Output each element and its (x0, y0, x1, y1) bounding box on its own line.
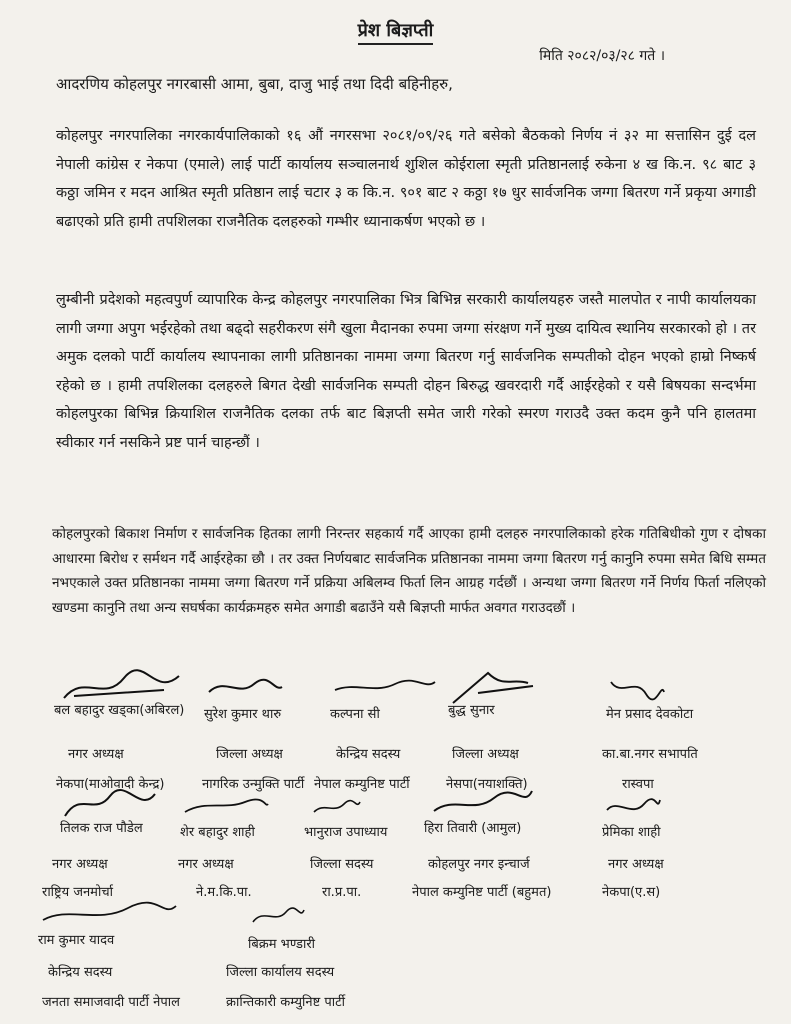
signatory-block (248, 902, 315, 954)
signatory-role: नगर अध्यक्ष (178, 857, 234, 872)
signatory-party: नेकपा(ए.स) (602, 885, 661, 900)
signatory-name: हिरा तिवारी (आमुल) (424, 821, 522, 836)
signature-mark (424, 786, 521, 820)
paragraph-2: लुम्बीनी प्रदेशको महत्वपुर्ण व्यापारिक केन्द्र कोहलपुर नगरपालिका भित्र बिभिन्न सरकारी कार्यालयहरु जस्तै मालपोत र नापी कार्यालयका लागी जग्गा अपुग भईरहेको तथा बढ्दो सहरीकरण संगै खुला मैदानका रुपमा जग्गा संरक्षण गर्ने मुख्य दायित्व स्थानिय सरकारको हो । तर अमुक दलको पार्टी कार्यालय स्थापनाका लागी प्रतिष्ठानका नाममा जग्गा बितरण गर्नु सार्वजनिक सम्पतीको दोहन भएको हाम्रो निष्कर्ष रहेको छ । हामी तपशिलका दलहरुले बिगत देखी सार्वजनिक सम्पती दोहन बिरुद्ध खवरदारी गर्दै आईरहेको र यसै बिषयका सन्दर्भमा कोहलपुरका बिभिन्न क्रियाशिल राजनैतिक दलका तर्फ बाट बिज्ञप्ती समेत जारी गरेको स्मरण गराउदै उक्त कदम कुनै पनि हालतमा स्वीकार गर्न नसकिने प्रष्ट पार्न चाहन्छौं । (56, 292, 756, 451)
signatory-party: रास्वपा (622, 777, 654, 792)
signatory-block (54, 668, 184, 720)
signatory-party: क्रान्तिकारी कम्युनिष्ट पार्टी (226, 995, 346, 1010)
signatory-role: जिल्ला अध्यक्ष (452, 747, 519, 762)
signatory-role: केन्द्रिय सदस्य (336, 747, 401, 762)
document-title: प्रेश बिज्ञप्ती (0, 18, 791, 42)
signatory-block (304, 790, 387, 842)
signatory-party: नागरिक उन्मुक्ति पार्टी (202, 777, 305, 792)
signatory-block (448, 668, 495, 720)
signatory-party: नेसपा(नयाशक्ति) (446, 777, 528, 792)
signature-mark (330, 672, 380, 706)
signatory-role: कोहलपुर नगर इन्चार्ज (428, 857, 530, 872)
signatory-name: तिलक राज पौडेल (60, 821, 143, 836)
signatory-party: नेकपा(माओवादी केन्द्र) (56, 777, 165, 792)
paragraph-1: कोहलपुर नगरपालिका नगरकार्यपालिकाको १६ औं नगरसभा २०८१/०९/२६ गते बसेको बैठकको निर्णय नं ३२ मा सत्तासिन दुई दल नेपाली कांग्रेस र नेकपा (एमाले) लाई पार्टी कार्यालय सञ्चालनार्थ शुशिल कोईराला स्मृती प्रतिष्ठानलाई रुकेना ४ ख कि.न. ९८ बाट ३ कठ्ठा जमिन र मदन आश्रित स्मृती प्रतिष्ठान लाई चटार ३ क कि.न. ९०१ बाट २ कठ्ठा १७ धुर सार्वजनिक जग्गा बितरण गर्ने प्रकृया अगाडी बढाएको प्रति हामी तपशिलका राजनैतिक दलहरुको गम्भीर ध्यानाकर्षण भएको छ । (56, 128, 756, 230)
signatory-name: बल बहादुर खड्का(अबिरल) (54, 703, 185, 718)
signatory-role: नगर अध्यक्ष (608, 857, 664, 872)
signatory-block (38, 898, 114, 950)
signatory-party: ने.म.कि.पा. (196, 885, 252, 900)
signatory-party: राष्ट्रिय जनमोर्चा (42, 885, 113, 900)
signatory-name: बिक्रम भण्डारी (248, 937, 316, 952)
signatory-name: प्रेमिका शाही (602, 825, 661, 840)
signature-mark (60, 786, 143, 820)
signatory-name: राम कुमार यादव (38, 933, 115, 948)
signatory-block (204, 672, 281, 724)
greeting: आदरणिय कोहलपुर नगरबासी आमा, बुबा, दाजु भाई तथा दिदी बहिनीहरु, (56, 75, 453, 93)
signature-mark (54, 668, 184, 702)
signatory-party: जनता समाजवादी पार्टी नेपाल (42, 995, 180, 1010)
signature-mark (180, 790, 255, 824)
signatory-party: नेपाल कम्युनिष्ट पार्टी (314, 777, 410, 792)
signatory-role: जिल्ला सदस्य (310, 857, 374, 872)
signatory-role: नगर अध्यक्ष (68, 747, 124, 762)
signatory-block (180, 790, 255, 842)
signatory-name: बुद्ध सुनार (448, 703, 495, 718)
signatory-role: नगर अध्यक्ष (52, 857, 108, 872)
signatory-block (424, 786, 521, 838)
signatory-role: जिल्ला कार्यालय सदस्य (226, 965, 335, 980)
signatory-role: जिल्ला अध्यक्ष (216, 747, 283, 762)
signatory-block (602, 790, 661, 842)
signatory-name: कल्पना सी (330, 707, 380, 722)
signature-mark (606, 672, 693, 706)
signatory-block (606, 672, 693, 724)
document-date: मिति २०८२/०३/२८ गते । (539, 48, 665, 64)
signature-mark (248, 902, 315, 936)
signatory-party: नेपाल कम्युनिष्ट पार्टी (बहुमत) (412, 885, 552, 900)
paragraph-3: कोहलपुरको बिकाश निर्माण र सार्वजनिक हितका लागी निरन्तर सहकार्य गर्दै आएका हामी दलहरु नगरपालिकाको हरेक गतिबिधीको गुण र दोषका आधारमा बिरोध र सर्मथन गर्दै आईरहेका छौ । तर उक्त निर्णयबाट सार्वजनिक प्रतिष्ठानका नाममा जग्गा बितरण गर्नु कानुनि रुपमा समेत बिधि सम्मत नभएकाले उक्त प्रतिष्ठानका नाममा जग्गा बितरण गर्ने प्रक्रिया अबिलम्व फिर्ता लिन आग्रह गर्दछौं । अन्यथा जग्गा बितरण गर्ने निर्णय फिर्ता नलिएको खण्डमा कानुनि तथा अन्य सघर्षका कार्यक्रमहरु समेत अगाडी बढाउँने यसै बिज्ञप्ती मार्फत अवगत गराउदछौं । (52, 526, 766, 616)
signature-mark (38, 898, 114, 932)
signature-mark (448, 668, 495, 702)
signatory-party: रा.प्र.पा. (322, 885, 362, 900)
signatory-name: मेन प्रसाद देवकोटा (606, 707, 694, 722)
signatory-role: का.बा.नगर सभापति (602, 747, 698, 762)
signatory-name: भानुराज उपाध्याय (304, 825, 388, 840)
signatory-block (60, 786, 143, 838)
signatory-name: शेर बहादुर शाही (180, 825, 255, 840)
signatory-role: केन्द्रिय सदस्य (48, 965, 113, 980)
signatory-block (330, 672, 380, 724)
signatory-name: सुरेश कुमार थारु (204, 707, 282, 722)
signature-mark (304, 790, 387, 824)
signature-mark (602, 790, 661, 824)
signature-mark (204, 672, 281, 706)
